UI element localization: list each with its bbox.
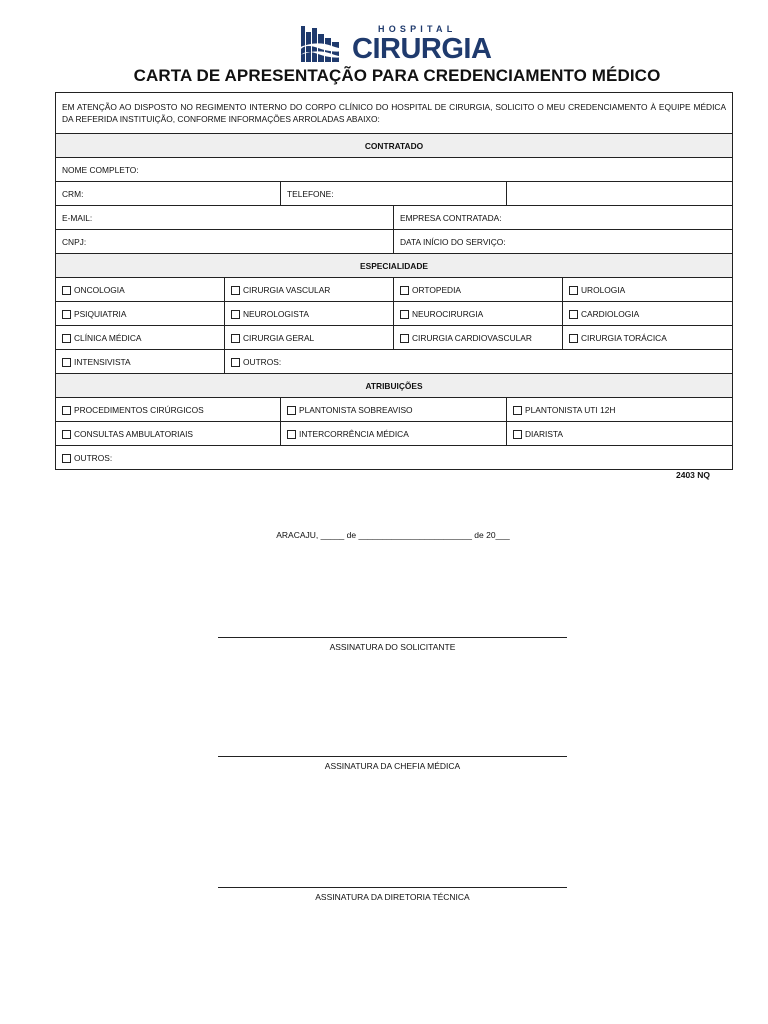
checkbox[interactable] (231, 358, 240, 367)
signature-chefia (218, 756, 567, 771)
option-label: UROLOGIA (581, 284, 626, 295)
option-label: INTERCORRÊNCIA MÉDICA (299, 428, 409, 439)
checkbox[interactable] (513, 406, 522, 415)
form-code: 2403 NQ (676, 470, 711, 480)
logo-hospital-text: HOSPITAL (378, 24, 457, 34)
attribution-option[interactable] (507, 422, 733, 446)
specialty-option[interactable] (394, 278, 563, 302)
option-label: PROCEDIMENTOS CIRÚRGICOS (74, 404, 204, 415)
attribution-option[interactable] (56, 446, 733, 470)
option-label: CLÍNICA MÉDICA (74, 332, 142, 343)
option-label: CIRURGIA TORÁCICA (581, 332, 667, 343)
option-label: PLANTONISTA SOBREAVISO (299, 404, 413, 415)
telefone-field[interactable] (281, 182, 507, 206)
specialty-option[interactable] (56, 350, 225, 374)
checkbox[interactable] (287, 430, 296, 439)
specialty-option[interactable] (56, 302, 225, 326)
signature-label: ASSINATURA DA CHEFIA MÉDICA (324, 761, 461, 771)
telefone-label: TELEFONE: (287, 188, 334, 199)
option-label: ONCOLOGIA (74, 284, 125, 295)
option-label: CARDIOLOGIA (581, 308, 640, 319)
crm-field[interactable] (56, 182, 281, 206)
telefone-extra-field[interactable] (507, 182, 733, 206)
attribution-option[interactable] (281, 398, 507, 422)
checkbox[interactable] (231, 286, 240, 295)
attribution-option[interactable] (281, 422, 507, 446)
checkbox[interactable] (62, 334, 71, 343)
signature-solicitante (218, 637, 567, 652)
checkbox[interactable] (513, 430, 522, 439)
signature-label: ASSINATURA DO SOLICITANTE (329, 642, 456, 652)
option-label: CONSULTAS AMBULATORIAIS (74, 428, 193, 439)
cnpj-field[interactable] (56, 230, 394, 254)
attribution-option[interactable] (507, 398, 733, 422)
checkbox[interactable] (62, 430, 71, 439)
option-label: INTENSIVISTA (74, 356, 131, 367)
nome-completo-label: NOME COMPLETO: (62, 164, 139, 175)
section-especialidade: ESPECIALIDADE (56, 254, 733, 278)
specialty-option[interactable] (225, 350, 733, 374)
checkbox[interactable] (62, 358, 71, 367)
specialty-option[interactable] (394, 302, 563, 326)
checkbox[interactable] (400, 310, 409, 319)
checkbox[interactable] (62, 454, 71, 463)
option-label: PSIQUIATRIA (74, 308, 127, 319)
option-label: CIRURGIA GERAL (243, 332, 315, 343)
specialty-option[interactable] (56, 278, 225, 302)
signature-diretoria (218, 887, 567, 902)
specialty-option[interactable] (225, 302, 394, 326)
specialty-option[interactable] (563, 302, 733, 326)
crm-label: CRM: (62, 188, 84, 199)
specialty-option[interactable] (563, 326, 733, 350)
email-field[interactable] (56, 206, 394, 230)
checkbox[interactable] (287, 406, 296, 415)
data-inicio-label: DATA INÍCIO DO SERVIÇO: (400, 236, 506, 247)
credentialing-form (55, 92, 733, 470)
attribution-option[interactable] (56, 422, 281, 446)
checkbox[interactable] (400, 334, 409, 343)
option-label: CIRURGIA CARDIOVASCULAR (412, 332, 532, 343)
page-title: CARTA DE APRESENTAÇÃO PARA CREDENCIAMENTO MÉDICO (133, 66, 661, 85)
option-label: OUTROS: (243, 356, 282, 367)
signature-label: ASSINATURA DA DIRETORIA TÉCNICA (315, 892, 470, 902)
option-label: DIARISTA (525, 428, 564, 439)
section-contratado: CONTRATADO (56, 134, 733, 158)
checkbox[interactable] (231, 310, 240, 319)
specialty-option[interactable] (56, 326, 225, 350)
specialty-option[interactable] (225, 326, 394, 350)
checkbox[interactable] (569, 286, 578, 295)
cnpj-label: CNPJ: (62, 236, 87, 247)
checkbox[interactable] (569, 310, 578, 319)
option-label: OUTROS: (74, 452, 113, 463)
hospital-building-icon (298, 24, 350, 64)
checkbox[interactable] (231, 334, 240, 343)
hospital-logo (298, 24, 498, 68)
specialty-option[interactable] (563, 278, 733, 302)
specialty-option[interactable] (225, 278, 394, 302)
option-label: NEUROLOGISTA (243, 308, 309, 319)
empresa-label: EMPRESA CONTRATADA: (400, 212, 502, 223)
logo-name-text: CIRURGIA (352, 33, 492, 65)
checkbox[interactable] (62, 286, 71, 295)
checkbox[interactable] (62, 406, 71, 415)
empresa-field[interactable] (394, 206, 733, 230)
option-label: PLANTONISTA UTI 12H (525, 404, 616, 415)
email-label: E-MAIL: (62, 212, 93, 223)
intro-text: EM ATENÇÃO AO DISPOSTO NO REGIMENTO INTERNO DO CORPO CLÍNICO DO HOSPITAL DE CIRURGIA, SOLICITO O MEU CREDENCIAMENTO À EQUIPE MÉDICA DA REFERIDA INSTITUIÇÃO, CONFORME INFORMAÇÕES ARROLADAS ABAIXO: (56, 93, 733, 134)
option-label: ORTOPEDIA (412, 284, 462, 295)
checkbox[interactable] (400, 286, 409, 295)
date-line: ARACAJU, _____ de ________________________ de 20___ (276, 530, 510, 540)
option-label: NEUROCIRURGIA (412, 308, 484, 319)
data-inicio-field[interactable] (394, 230, 733, 254)
section-atribuicoes: ATRIBUIÇÕES (56, 374, 733, 398)
checkbox[interactable] (569, 334, 578, 343)
specialty-option[interactable] (394, 326, 563, 350)
checkbox[interactable] (62, 310, 71, 319)
option-label: CIRURGIA VASCULAR (243, 284, 331, 295)
nome-completo-field[interactable] (56, 158, 733, 182)
attribution-option[interactable] (56, 398, 281, 422)
